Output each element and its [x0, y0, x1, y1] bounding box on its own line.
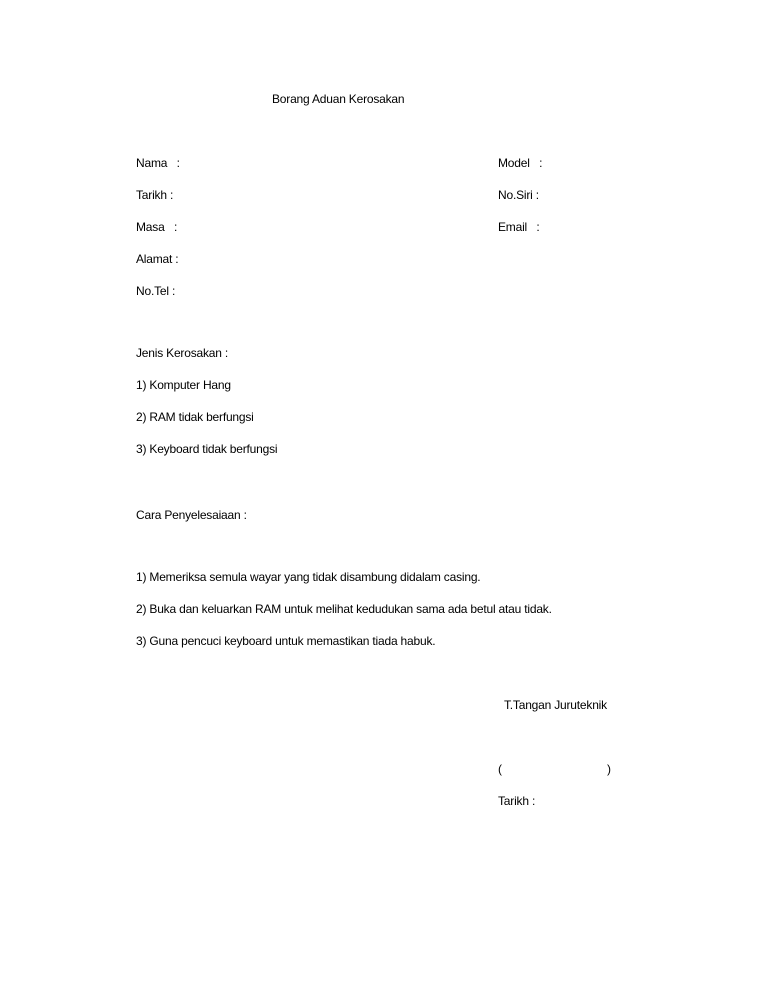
field-email: Email :	[498, 220, 540, 234]
field-nama: Nama :	[136, 156, 180, 170]
field-no-siri: No.Siri :	[498, 188, 539, 202]
signature-open-paren: (	[498, 762, 502, 776]
field-alamat: Alamat :	[136, 252, 179, 266]
cara-penyelesaian-item: 3) Guna pencuci keyboard untuk memastikan tiada habuk.	[136, 634, 436, 648]
signature-tarikh: Tarikh :	[498, 794, 536, 808]
cara-penyelesaian-item: 1) Memeriksa semula wayar yang tidak disambung didalam casing.	[136, 570, 481, 584]
cara-penyelesaian-heading: Cara Penyelesaiaan :	[136, 508, 247, 522]
signature-close-paren: )	[607, 762, 611, 776]
jenis-kerosakan-heading: Jenis Kerosakan :	[136, 346, 228, 360]
jenis-kerosakan-item: 2) RAM tidak berfungsi	[136, 410, 254, 424]
cara-penyelesaian-item: 2) Buka dan keluarkan RAM untuk melihat kedudukan sama ada betul atau tidak.	[136, 602, 552, 616]
field-masa: Masa :	[136, 220, 178, 234]
form-title: Borang Aduan Kerosakan	[272, 92, 405, 106]
jenis-kerosakan-item: 3) Keyboard tidak berfungsi	[136, 442, 278, 456]
jenis-kerosakan-item: 1) Komputer Hang	[136, 378, 231, 392]
field-tarikh: Tarikh :	[136, 188, 174, 202]
field-model: Model :	[498, 156, 543, 170]
signature-label: T.Tangan Juruteknik	[504, 698, 607, 712]
field-no-tel: No.Tel :	[136, 284, 176, 298]
